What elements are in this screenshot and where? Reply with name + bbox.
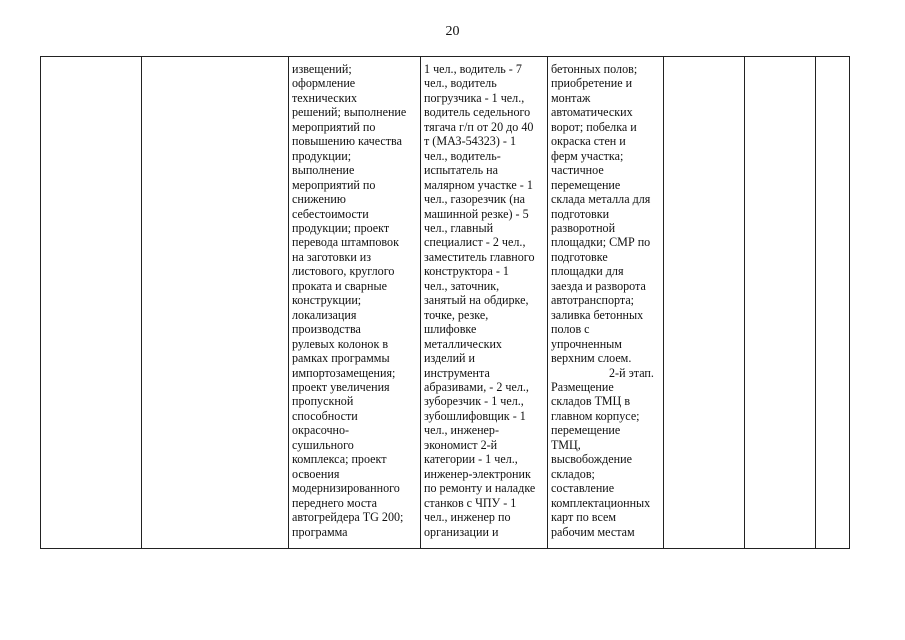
cell-line: автотранспорта; bbox=[551, 293, 635, 308]
cell-line: конструкции; bbox=[292, 293, 362, 308]
cell-line: испытатель на bbox=[424, 163, 498, 178]
cell-line: водитель седельного bbox=[424, 105, 531, 120]
cell-line: заливка бетонных bbox=[551, 307, 644, 322]
cell-line: 2-й этап. bbox=[609, 365, 654, 380]
cell-line: высвобождение bbox=[551, 452, 632, 467]
cell-line: главном корпусе; bbox=[551, 408, 640, 423]
cell-line: проект увеличения bbox=[292, 379, 390, 394]
cell-line: продукции; проект bbox=[292, 220, 390, 235]
cell-line: проката и сварные bbox=[292, 278, 387, 293]
cell-line: ферм участка; bbox=[551, 148, 624, 163]
cell-line: т (МАЗ-54323) - 1 bbox=[424, 134, 516, 149]
cell-line: автогрейдера TG 200; bbox=[292, 510, 404, 525]
cell-line: ТМЦ, bbox=[551, 437, 581, 452]
page-number: 20 bbox=[445, 24, 460, 39]
cell-line: рулевых колонок в bbox=[292, 336, 389, 351]
cell-line: малярном участке - 1 bbox=[424, 177, 533, 192]
table-cell-col1 bbox=[41, 57, 142, 549]
cell-line: рамках программы bbox=[292, 351, 390, 366]
cell-line: производства bbox=[292, 322, 361, 337]
cell-line: металлических bbox=[424, 336, 502, 351]
cell-text bbox=[664, 57, 744, 62]
cell-line: Размещение bbox=[551, 379, 614, 394]
cell-line: площадки; СМР по bbox=[551, 235, 651, 250]
cell-text bbox=[548, 57, 663, 539]
table-cell-col5 bbox=[548, 57, 664, 549]
cell-line: рабочим местам bbox=[551, 524, 635, 539]
cell-line: инструмента bbox=[424, 365, 490, 380]
cell-line: листового, круглого bbox=[292, 264, 395, 279]
cell-line: импортозамещения; bbox=[292, 365, 396, 380]
cell-line: решений; выполнение bbox=[292, 105, 407, 120]
cell-line: инженер-электроник bbox=[424, 466, 531, 481]
cell-line: складов; bbox=[551, 466, 595, 481]
cell-line: повышению качества bbox=[292, 134, 402, 149]
cell-line: автоматических bbox=[551, 105, 633, 120]
cell-line: по ремонту и наладке bbox=[424, 481, 536, 496]
cell-line: комплектационных bbox=[551, 495, 651, 510]
cell-line: чел., газорезчик (на bbox=[424, 192, 526, 207]
cell-text bbox=[41, 57, 141, 62]
cell-text bbox=[421, 57, 547, 539]
cell-text bbox=[745, 57, 815, 62]
table-cell-col3 bbox=[289, 57, 421, 549]
cell-line: погрузчика - 1 чел., bbox=[424, 90, 525, 105]
cell-line: локализация bbox=[292, 307, 357, 322]
cell-line: упрочненным bbox=[551, 336, 622, 351]
cell-line: площадки для bbox=[551, 264, 624, 279]
table-cell-col2 bbox=[142, 57, 289, 549]
table-cell-col8 bbox=[816, 57, 850, 549]
cell-line: 1 чел., водитель - 7 bbox=[424, 62, 522, 76]
cell-line: мероприятий по bbox=[292, 177, 376, 192]
cell-line: шлифовке bbox=[424, 322, 477, 337]
cell-line: ворот; побелка и bbox=[551, 119, 637, 134]
cell-line: склада металла для bbox=[551, 192, 651, 207]
cell-line: перемещение bbox=[551, 423, 621, 438]
cell-line: частичное bbox=[551, 163, 604, 178]
cell-line: категории - 1 чел., bbox=[424, 452, 518, 467]
cell-line: специалист - 2 чел., bbox=[424, 235, 526, 250]
cell-line: изделий и bbox=[424, 351, 476, 366]
cell-line: продукции; bbox=[292, 148, 352, 163]
cell-line: чел., заточник, bbox=[424, 278, 500, 293]
table-cell-col4 bbox=[421, 57, 548, 549]
cell-line: экономист 2-й bbox=[424, 437, 498, 452]
cell-text bbox=[816, 57, 849, 62]
cell-line: станков с ЧПУ - 1 bbox=[424, 495, 517, 510]
cell-line: мероприятий по bbox=[292, 119, 376, 134]
cell-line: чел., инженер по bbox=[424, 510, 511, 525]
cell-line: машинной резке) - 5 bbox=[424, 206, 529, 221]
cell-line: заместитель главного bbox=[424, 249, 535, 264]
cell-line: зуборезчик - 1 чел., bbox=[424, 394, 524, 409]
cell-line: монтаж bbox=[551, 90, 591, 105]
cell-line: верхним слоем. bbox=[551, 351, 632, 366]
cell-line: чел., инженер- bbox=[424, 423, 499, 438]
cell-line: чел., водитель bbox=[424, 76, 497, 91]
cell-line: складов ТМЦ в bbox=[551, 394, 631, 409]
cell-line: способности bbox=[292, 408, 358, 423]
cell-line: себестоимости bbox=[292, 206, 369, 221]
cell-text bbox=[289, 57, 420, 539]
cell-line: чел., водитель- bbox=[424, 148, 501, 163]
cell-line: точке, резке, bbox=[424, 307, 489, 322]
cell-line: освоения bbox=[292, 466, 340, 481]
cell-line: приобретение и bbox=[551, 76, 633, 91]
cell-line: зубошлифовщик - 1 bbox=[424, 408, 526, 423]
cell-line: полов с bbox=[551, 322, 590, 337]
table-cell-col6 bbox=[664, 57, 745, 549]
cell-line: переднего моста bbox=[292, 495, 377, 510]
cell-line: оформление bbox=[292, 76, 356, 91]
cell-line: перемещение bbox=[551, 177, 621, 192]
cell-line: окрасочно- bbox=[292, 423, 350, 438]
cell-line: бетонных полов; bbox=[551, 62, 638, 76]
cell-line: составление bbox=[551, 481, 615, 496]
cell-line: извещений; bbox=[292, 62, 352, 76]
cell-line: пропускной bbox=[292, 394, 354, 409]
cell-line: подготовке bbox=[551, 249, 608, 264]
cell-line: чел., главный bbox=[424, 220, 494, 235]
cell-line: окраска стен и bbox=[551, 134, 626, 149]
cell-text bbox=[142, 57, 288, 62]
cell-line: комплекса; проект bbox=[292, 452, 387, 467]
cell-line: конструктора - 1 bbox=[424, 264, 509, 279]
cell-line: модернизированного bbox=[292, 481, 400, 496]
cell-line: тягача г/п от 20 до 40 bbox=[424, 119, 534, 134]
cell-line: занятый на обдирке, bbox=[424, 293, 529, 308]
cell-line: организации и bbox=[424, 524, 499, 539]
table-row bbox=[41, 57, 850, 549]
cell-line: абразивами, - 2 чел., bbox=[424, 379, 529, 394]
cell-line: технических bbox=[292, 90, 357, 105]
cell-line: на заготовки из bbox=[292, 249, 372, 264]
cell-line: выполнение bbox=[292, 163, 355, 178]
document-table bbox=[40, 56, 850, 549]
cell-line: снижению bbox=[292, 192, 346, 207]
cell-line: разворотной bbox=[551, 220, 616, 235]
cell-line: заезда и разворота bbox=[551, 278, 646, 293]
cell-line: подготовки bbox=[551, 206, 610, 221]
cell-line: карт по всем bbox=[551, 510, 616, 525]
table-cell-col7 bbox=[745, 57, 816, 549]
cell-line: сушильного bbox=[292, 437, 354, 452]
cell-line: перевода штамповок bbox=[292, 235, 399, 250]
cell-line: программа bbox=[292, 524, 348, 539]
